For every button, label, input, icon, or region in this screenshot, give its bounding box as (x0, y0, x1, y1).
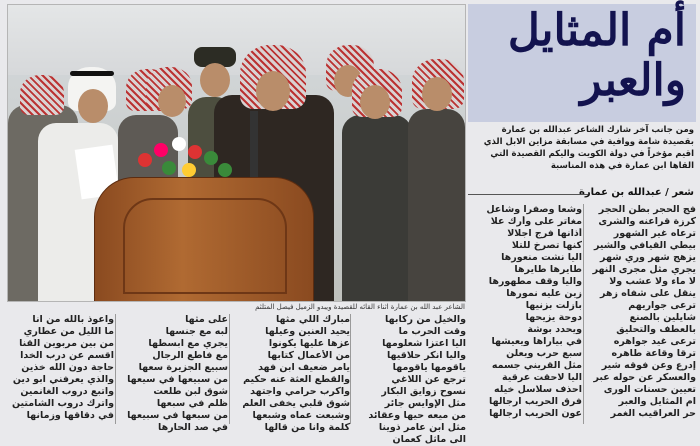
verse-line: عون الحريب ارجالها (489, 408, 582, 419)
verse-line: طايرها طايرها (514, 264, 582, 275)
verse-line: ترقا وقاعة طاهره (611, 348, 696, 359)
photo-sky (8, 5, 465, 75)
crowd-person (408, 109, 465, 301)
verse-line: واتبع دروب الغانمين (20, 386, 114, 397)
verse-line: واليا انكر حلاقيها (386, 350, 466, 361)
verse-line: شوق لبن طلعت (153, 386, 228, 397)
verse-line: ترجع عن اللاغي (391, 374, 466, 385)
byline-text: شعر / عبدالله بن عمارة (579, 187, 694, 198)
verse-line: تعيين حسنات الورى (603, 384, 696, 395)
crowd-headdress (20, 75, 64, 115)
verse-line: من ميعه حيها وعقائد (368, 410, 466, 421)
headline-line-1: أم المثايل (507, 5, 686, 56)
byline-rule (468, 194, 588, 195)
headline (478, 6, 686, 106)
verse-line: ترعى غيد جواهره (613, 336, 696, 347)
column-divider (229, 314, 230, 424)
speaker-face (256, 71, 290, 111)
verse-line: مثل ابن عامر ذوينا (378, 422, 466, 433)
verse-line: عزها عليها يكونوا (268, 338, 350, 349)
column-divider (115, 314, 116, 424)
verse-line: كلمة وانا من قالها (264, 422, 350, 433)
verse-line: على مثها (185, 314, 228, 325)
crowd-agal (70, 71, 114, 76)
verse-line: سبيع الجزيرة سعها (138, 362, 228, 373)
verse-line: اليا اعتزا شعلومها (382, 338, 466, 349)
verse-column-right-2 (472, 204, 582, 420)
verse-line: ترعاه غير الشهور (613, 228, 696, 239)
verse-line: شايلين بالصنع (629, 312, 696, 323)
headline-line-2: والعبر (580, 55, 686, 106)
verse-line: اقسم عن درب الخدا (20, 350, 114, 361)
verse-line: دوحة يزيحها (525, 312, 582, 323)
verse-line: لبه مع جنسها (165, 326, 228, 337)
verse-line: مع فاطع الرجال (152, 350, 228, 361)
verse-line: سبع حرب ويعلن (506, 348, 582, 359)
verse-line: زين عليه نمورها (506, 288, 582, 299)
verse-line: الى ماثل كعمان (392, 434, 466, 445)
verse-line: حر العراقيب الغمر (610, 408, 696, 419)
verse-line: نسوح زوايق البكار (381, 386, 466, 397)
verse-line: حاجة دون الله خذين (21, 362, 114, 373)
verse-line: إدرع وعن فوقه شير (601, 360, 696, 371)
verse-line: يجري مثل مجرى النهر (592, 264, 696, 275)
verse-line: والقطع العثة عنه حكيم (243, 374, 350, 385)
column-divider (350, 314, 351, 424)
verse-line: مثل القريني جسمه (491, 360, 582, 371)
verse-column-bottom-2 (232, 314, 350, 434)
flower-bouquet (132, 133, 242, 191)
lectern (94, 177, 314, 302)
verse-line: بيطي القيافي والشير (593, 240, 696, 251)
crowd-face (360, 85, 390, 119)
verse-line: واليا وقف مطهورها (488, 276, 582, 287)
verse-line: يجري مع ابسطها (148, 338, 228, 349)
verse-line: من سبيعها في سيعها (127, 374, 228, 385)
verse-line: ما الليل من عطاري (23, 326, 114, 337)
verse-line: احذف سلاسل خيله (494, 384, 582, 395)
verse-column-bottom-4 (6, 314, 114, 422)
verse-line: من الأعمال كتابها (267, 350, 350, 361)
lectern-panel (123, 198, 287, 294)
crowd-face (78, 89, 108, 123)
verse-line: واترك دروب الشامتين (12, 398, 114, 409)
verse-line: اليا نشت منعورها (501, 252, 582, 263)
verse-line: يامر ضعيف ابن فهد (258, 362, 350, 373)
verse-column-right (586, 204, 696, 420)
verse-line: ينقل على شفاه زهر (600, 288, 696, 299)
event-photo (7, 4, 466, 302)
verse-line: في بياراها ويعيشها (491, 336, 582, 347)
verse-line: مثل الإوايس جائر (384, 398, 466, 409)
headline-box (468, 4, 696, 122)
verse-line: وقت الحرب ما (398, 326, 466, 337)
verse-line: فرق الحريب ارجالها (489, 396, 582, 407)
crowd-face (158, 85, 186, 117)
verse-line: مغاتر على وأرك علا (490, 216, 582, 227)
verse-line: ظلم في سبعها (156, 398, 228, 409)
verse-column-bottom-3 (118, 314, 228, 434)
verse-line: من سبعها في سبيعها (127, 410, 228, 421)
verse-line: بازلت بزنيها (525, 300, 582, 311)
verse-line: يحيد العنين وعيلها (265, 326, 350, 337)
verse-line: ياقومها ياقومها (392, 362, 466, 373)
verse-line: واكرب حرامي واجتهد (250, 386, 350, 397)
intro-paragraph: ومن جانب آخر شارك الشاعر عبدالله بن عمارة بقصيدة شامة ووافية في مسابقة مزاين الابل الذي اقيم مؤخراً في دولة الكويت واليكم القصيدة التي القاها ابن عمارة في هذه المناسبة (483, 125, 694, 171)
photo-caption: الشاعر عبد الله بن عمارة اثناء القائه للقصيدة ويبدو الزميل فيصل المتلثم (255, 303, 465, 311)
verse-line: فج الحجر بطن الحجر (598, 204, 696, 215)
verse-line: وشبعت عماه وشبعها (252, 410, 350, 421)
verse-line: وشعا وصفرا وشاعل (486, 204, 582, 215)
verse-column-bottom-1 (354, 314, 466, 446)
verse-line: أذانها فرج اجلالا (507, 228, 582, 239)
verse-line: في دقاقها وزمانها (26, 410, 114, 421)
verse-line: ويحدد بوشة (527, 324, 582, 335)
verse-line: ام المثايل والعبر (618, 396, 696, 407)
byline (468, 187, 694, 201)
crowd-face (422, 77, 452, 111)
verse-line: واعوذ بالله من انا (32, 314, 114, 325)
verse-line: بالعطف والتحليق (616, 324, 696, 335)
verse-line: كنها تصرخ للتلا (511, 240, 582, 251)
verse-line: شوق قلبي يخفى العلم (242, 398, 350, 409)
verse-line: والخيل من ركابها (385, 314, 466, 325)
verse-line: والذي يعرفني ابو دين (12, 374, 114, 385)
crowd-face (200, 63, 230, 97)
crowd-person (342, 115, 412, 301)
verse-line: من بين مربوين القنا (19, 338, 114, 349)
verse-line: لا ماء ولا عشب ولا (609, 276, 696, 287)
verse-line: يزهج شهر وري شهر (600, 252, 696, 263)
verse-line: مبارك اللي مثها (275, 314, 350, 325)
verse-line: في صد الحارها (158, 422, 228, 433)
column-divider (583, 204, 584, 424)
verse-line: كرزة قراعنه والشرى (598, 216, 696, 227)
verse-line: ترعى جواريهم (628, 300, 696, 311)
verse-line: والعسكر عن حوله عبر (593, 372, 696, 383)
verse-line: اليا لاحقت عرقية (502, 372, 582, 383)
